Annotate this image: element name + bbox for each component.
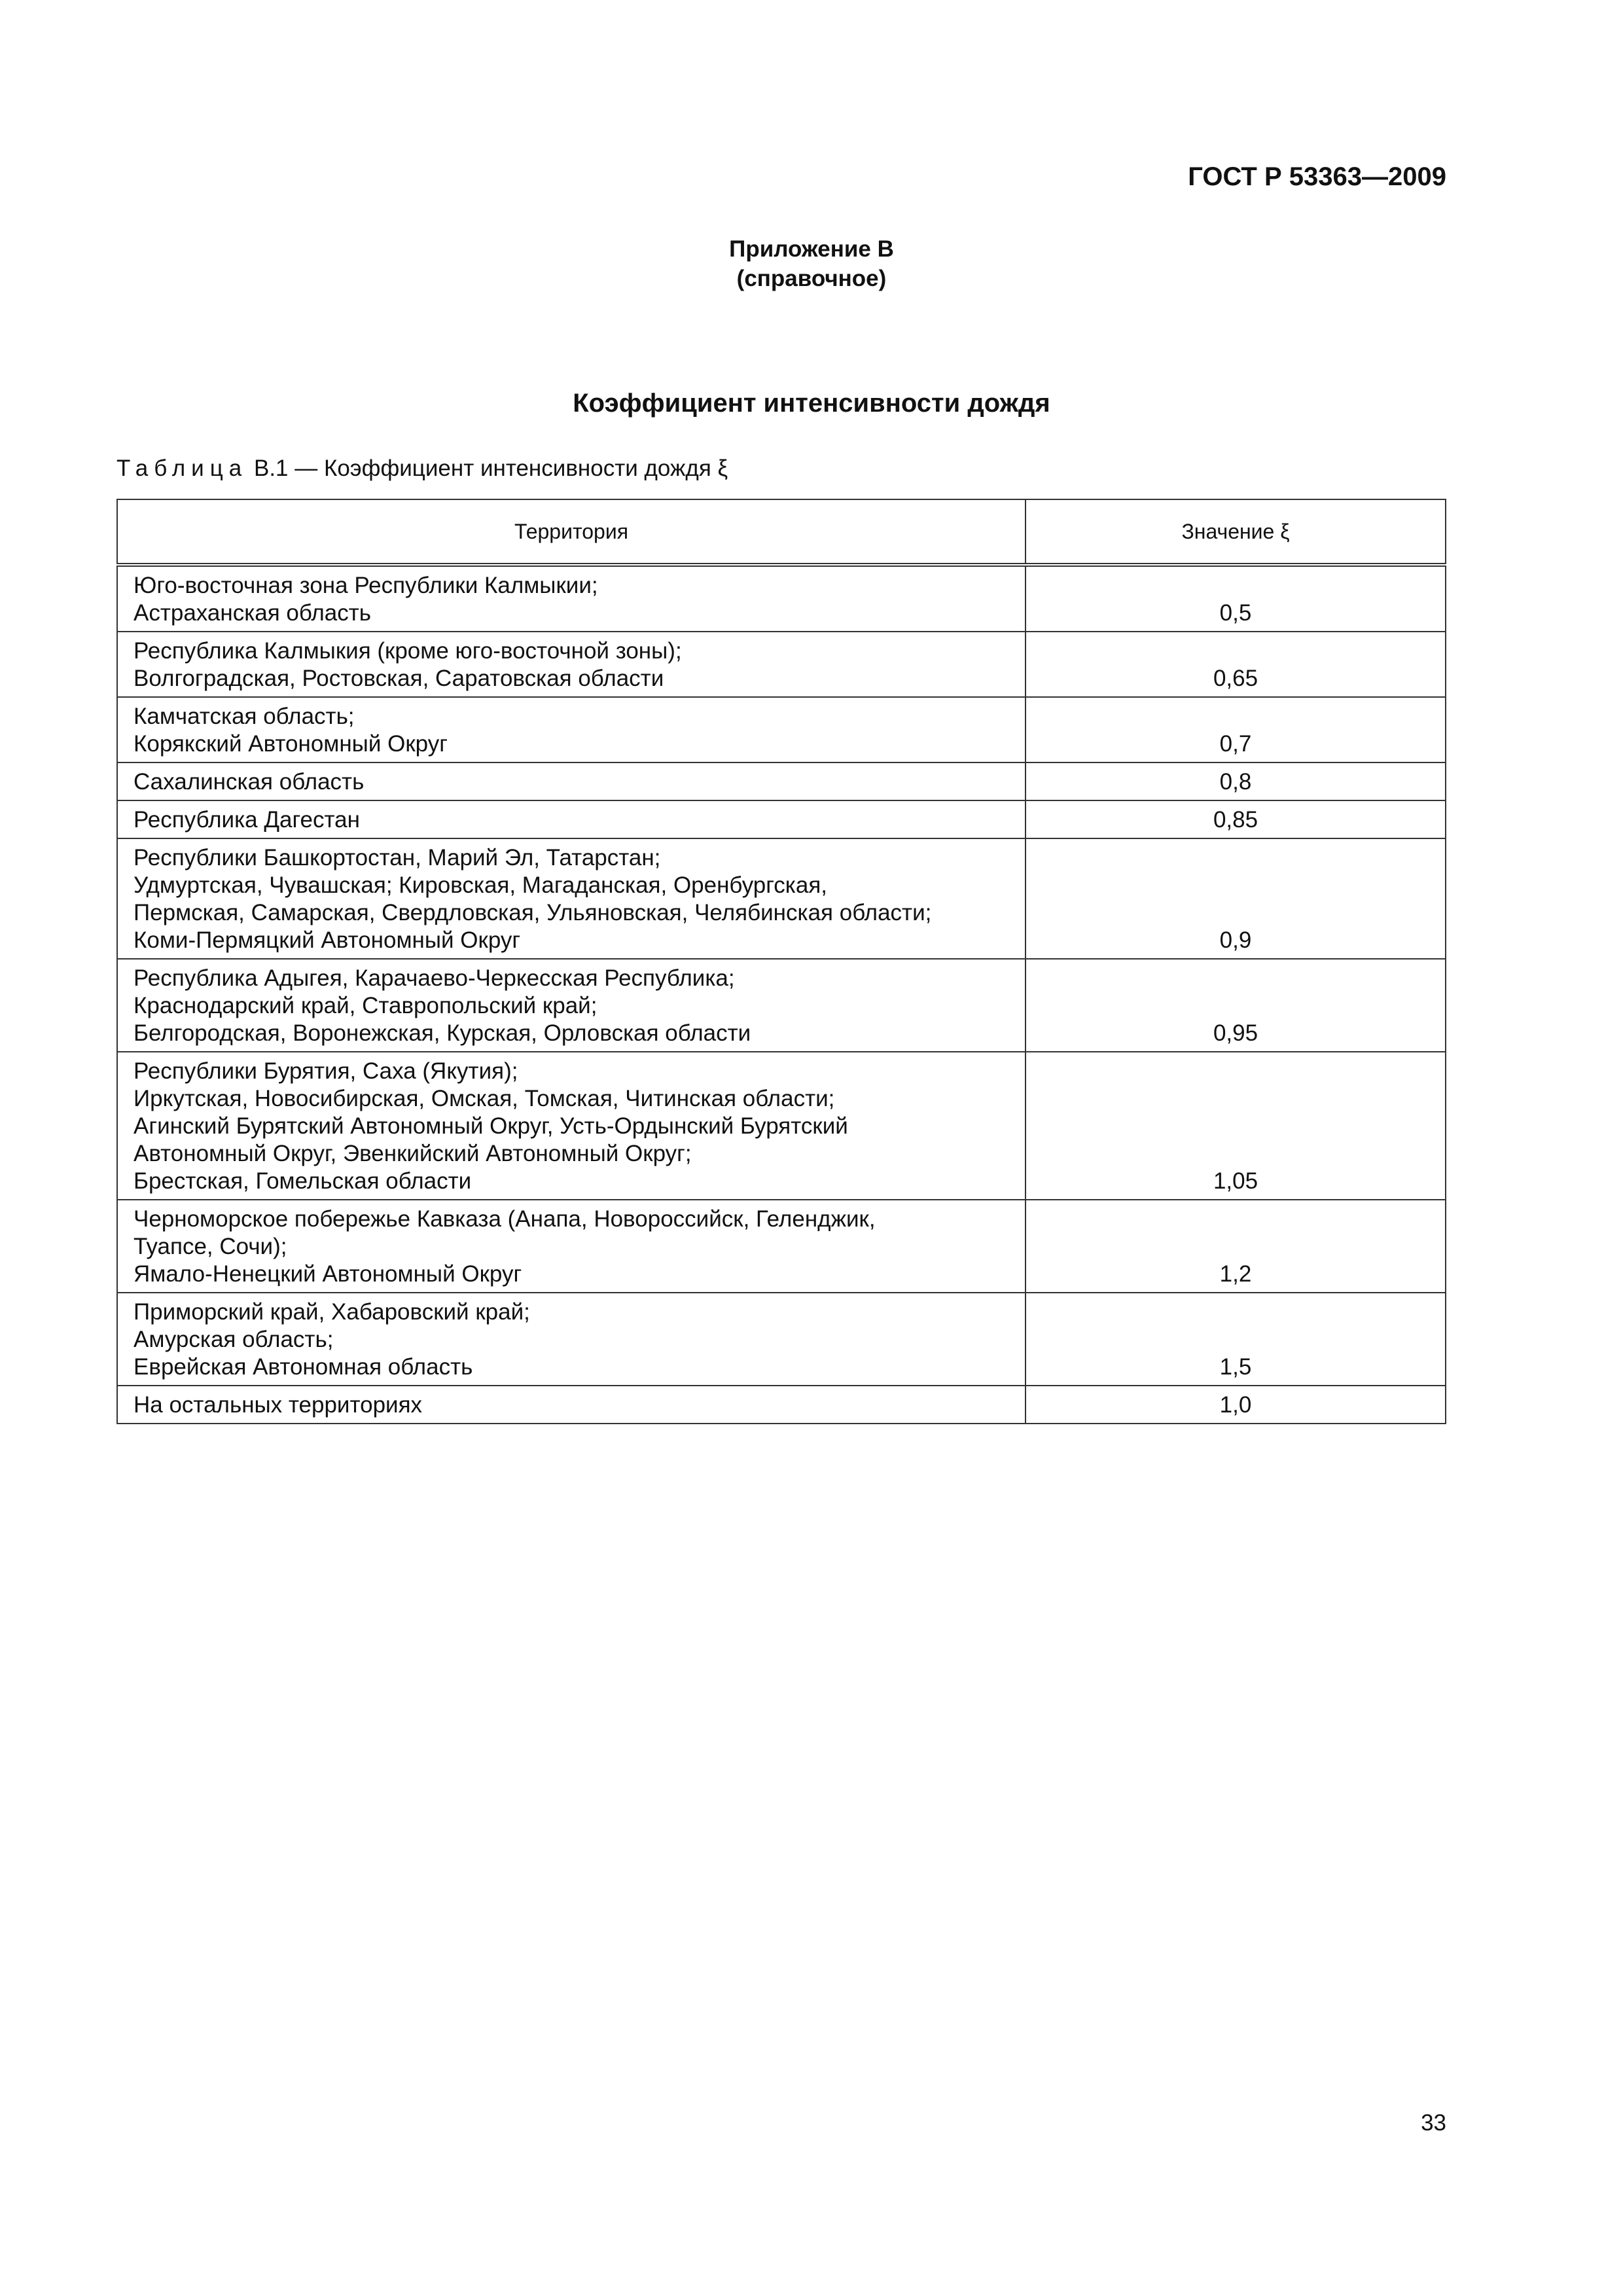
territory-line: Камчатская область; — [134, 704, 355, 729]
territory-cell — [117, 565, 1026, 632]
table-row — [117, 1386, 1446, 1424]
territory-line: Юго-восточная зона Республики Калмыкии; — [134, 573, 598, 598]
territory-line: Иркутская, Новосибирская, Омская, Томская, Читинская области; — [134, 1086, 835, 1111]
coefficient-table-container — [116, 499, 1445, 1424]
territory-line: Республика Адыгея, Карачаево-Черкесская Республика; — [134, 965, 735, 991]
territory-line: Астраханская область — [134, 600, 372, 626]
territory-line: Республики Бурятия, Саха (Якутия); — [134, 1058, 518, 1084]
territory-line: Черноморское побережье Кавказа (Анапа, Новороссийск, Геленджик, — [134, 1206, 876, 1232]
coefficient-value-cell: 0,65 — [1026, 632, 1446, 697]
territory-line: Корякский Автономный Округ — [134, 731, 448, 757]
territory-line: На остальных территориях — [134, 1392, 423, 1418]
page-number: 33 — [1421, 2110, 1446, 2136]
column-header-territory: Территория — [117, 499, 1026, 565]
table-caption-text: В.1 — Коэффициент интенсивности дождя ξ — [253, 456, 728, 481]
territory-cell — [117, 632, 1026, 697]
coefficient-value-cell: 1,5 — [1026, 1293, 1446, 1386]
document-code: ГОСТ Р 53363—2009 — [1188, 162, 1446, 191]
table-row — [117, 1200, 1446, 1293]
territory-line: Амурская область; — [134, 1327, 334, 1352]
territory-line: Краснодарский край, Ставропольский край; — [134, 993, 597, 1018]
territory-cell — [117, 800, 1026, 838]
table-caption-label: Таблица — [116, 456, 248, 481]
territory-line: Республика Дагестан — [134, 807, 360, 833]
territory-line: Удмуртская, Чувашская; Кировская, Магаданская, Оренбургская, — [134, 872, 827, 898]
territory-cell — [117, 959, 1026, 1052]
coefficient-value-cell: 0,5 — [1026, 565, 1446, 632]
coefficient-value-cell: 0,8 — [1026, 762, 1446, 800]
coefficient-value-cell: 1,2 — [1026, 1200, 1446, 1293]
territory-line: Сахалинская область — [134, 769, 365, 795]
territory-line: Агинский Бурятский Автономный Округ, Усть-Ордынский Бурятский — [134, 1113, 848, 1139]
territory-cell — [117, 838, 1026, 959]
column-header-value: Значение ξ — [1026, 499, 1446, 565]
territory-line: Волгоградская, Ростовская, Саратовская области — [134, 666, 664, 691]
section-title: Коэффициент интенсивности дождя — [573, 389, 1050, 418]
table-row — [117, 800, 1446, 838]
table-body — [117, 565, 1446, 1424]
table-row — [117, 1293, 1446, 1386]
territory-line: Приморский край, Хабаровский край; — [134, 1299, 530, 1325]
appendix-heading — [0, 234, 1623, 293]
territory-line: Автономный Округ, Эвенкийский Автономный Округ; — [134, 1141, 692, 1166]
territory-cell — [117, 1052, 1026, 1200]
territory-line: Республика Калмыкия (кроме юго-восточной зоны); — [134, 638, 682, 664]
appendix-subtitle: (справочное) — [736, 266, 887, 291]
territory-line: Туапсе, Сочи); — [134, 1234, 287, 1259]
territory-cell — [117, 697, 1026, 762]
coefficient-value-cell: 0,7 — [1026, 697, 1446, 762]
table-row — [117, 762, 1446, 800]
territory-line: Еврейская Автономная область — [134, 1354, 473, 1380]
territory-line: Брестская, Гомельская области — [134, 1168, 472, 1194]
appendix-title: Приложение В — [729, 236, 894, 262]
territory-line: Пермская, Самарская, Свердловская, Ульяновская, Челябинская области; — [134, 900, 932, 925]
territory-line: Ямало-Ненецкий Автономный Округ — [134, 1261, 522, 1287]
table-header-row — [117, 499, 1446, 565]
coefficient-value-cell: 0,9 — [1026, 838, 1446, 959]
table-row — [117, 1052, 1446, 1200]
table-row — [117, 565, 1446, 632]
table-row — [117, 632, 1446, 697]
coefficient-value-cell: 0,95 — [1026, 959, 1446, 1052]
coefficient-table — [116, 499, 1446, 1424]
territory-line: Республики Башкортостан, Марий Эл, Татарстан; — [134, 845, 661, 870]
coefficient-value-cell: 1,05 — [1026, 1052, 1446, 1200]
table-row — [117, 838, 1446, 959]
territory-line: Коми-Пермяцкий Автономный Округ — [134, 927, 521, 953]
territory-cell — [117, 1386, 1026, 1424]
table-row — [117, 959, 1446, 1052]
coefficient-value-cell: 0,85 — [1026, 800, 1446, 838]
territory-cell — [117, 762, 1026, 800]
coefficient-value-cell: 1,0 — [1026, 1386, 1446, 1424]
territory-cell — [117, 1293, 1026, 1386]
table-caption — [116, 456, 728, 482]
territory-line: Белгородская, Воронежская, Курская, Орловская области — [134, 1020, 751, 1046]
territory-cell — [117, 1200, 1026, 1293]
table-row — [117, 697, 1446, 762]
